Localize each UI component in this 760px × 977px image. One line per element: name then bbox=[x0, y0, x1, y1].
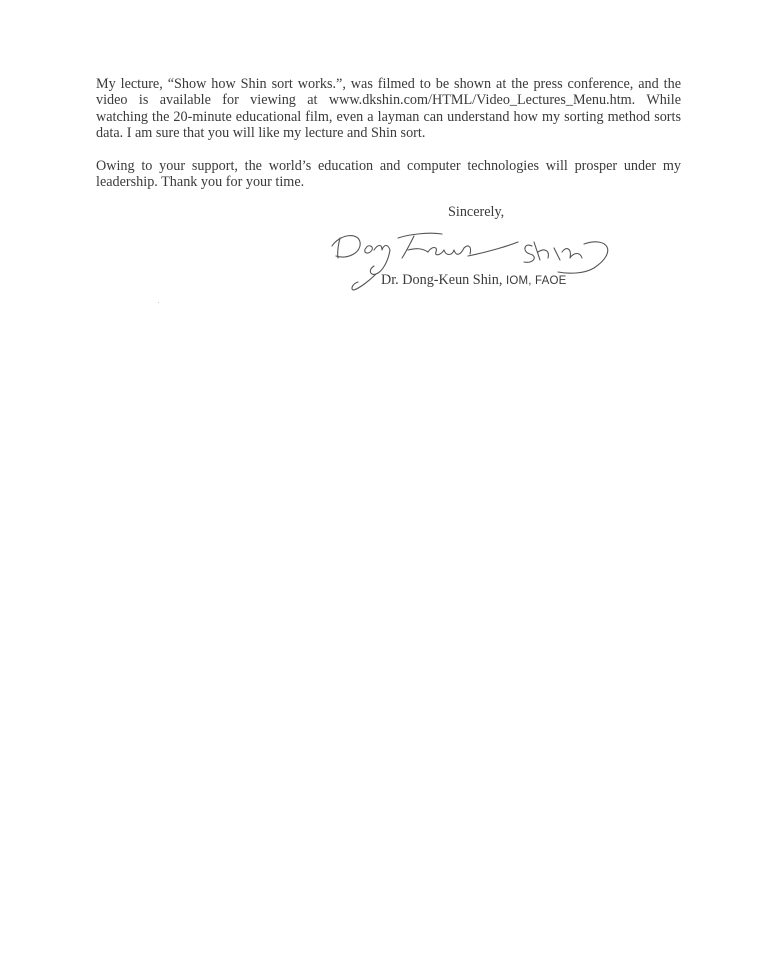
signer-block bbox=[381, 272, 567, 289]
scan-speck bbox=[158, 302, 159, 303]
letter-paragraph-1: My lecture, “Show how Shin sort works.”, was filmed to be shown at the press conference, and the video is available for viewing at www.dkshin.com/HTML/Video_Lectures_Menu.htm. While watching the 20-minute educational film, even a layman can understand how my sorting method sorts data. I am sure that you will like my lecture and Shin sort. bbox=[96, 76, 681, 142]
letter-closing: Sincerely, bbox=[448, 204, 505, 220]
letter-paragraph-2: Owing to your support, the world’s education and computer technologies will prosper under my leadership. Thank you for your time. bbox=[96, 158, 681, 191]
signer-name: Dr. Dong-Keun Shin, bbox=[381, 272, 503, 288]
signer-credentials: IOM, FAOE bbox=[505, 275, 567, 287]
